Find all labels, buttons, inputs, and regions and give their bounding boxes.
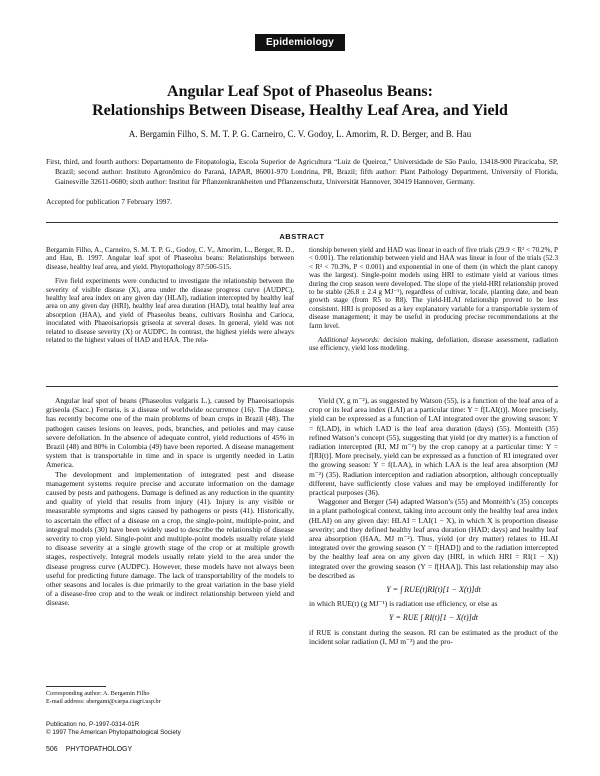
corresponding-email: E-mail address: abergami@carpa.ciagri.usp.br <box>46 698 161 705</box>
abstract-left-column <box>46 246 294 344</box>
body-right-column <box>309 396 558 646</box>
footnote-rule <box>46 686 106 687</box>
body-paragraph: Angular leaf spot of beans (Phaseolus vulgaris L.), caused by Phaeoisariopsis griseola (Sacc.) Ferraris, is a disease of worldwide occurrence (16). The disease has recently become one of the main problems of bean crops in Brazil (48). The pathogen causes lesions on leaves, pods, branches, and petioles and may cause severe defoliation. In the absence of adequate control, yield reductions of 45% in Brazil (48) and 80% in Colombia (49) have been reported. A disease management system that is transportable in time and in space is urgently needed in Latin America. <box>46 396 294 470</box>
publication-info <box>46 721 181 737</box>
corresponding-author-note <box>46 690 161 706</box>
keywords-text: decision making, defoliation, disease assessment, radiation use efficiency, yield loss modeling. <box>309 336 558 353</box>
abstract-paragraph-1: Five field experiments were conducted to investigate the relationship between the severity of visible disease (X), area under the disease progress curve (AUDPC), healthy leaf area index on any given day (HLAI), radiation intercepted by healthy leaf area on any given day (HRI), healthy leaf area duration (HAD), total healthy leaf area absorption (HAA), and yield of Phaseolus beans, cultivars Rosinha and Carioca, inoculated with Phaeoisariopsis griseola at several doses. In general, yield was not related to disease severity (X) or AUDPC. In contrast, the highest yields were always related to the highest values of HAD and HAA. The rela- <box>46 277 294 345</box>
divider-bottom <box>46 386 558 387</box>
affiliation-text: First, third, and fourth authors: Departamento de Fitopatologia, Escola Superior de Agricultura “Luiz de Queiroz,” Universidade de São Paulo, 13418-900 Piracicaba, SP, Brazil; second author: Instituto Agronômico do Paraná, IAPAR, 86001-970 Londrina, PR, Brazil; fifth author: Plant Pathology Department, University of Florida, Gainesville 32611-0680; sixth author: Institut für Pflanzenkrankheiten und Pflanzenschutz, Universität Hannover, 30419 Hannover, Germany. <box>46 157 558 186</box>
body-paragraph: Yield (Y, g m⁻²), as suggested by Watson (55), is a function of the leaf area of a crop or its leaf area index (LAI) at a particular time: Y = f[LAI(t)]. More precisely, yield can be expressed as a function of LAI integrated over the growing season: Y = f(LAD), in which LAD is the leaf area duration (days) (55). Monteith (35) refined Watson’s concept (55), suggesting that yield (or dry matter) is a function of radiation intercepted (RI, MJ m⁻²) by the crop canopy at a particular time: Y = f[RI(t)]. More precisely, yield can be expressed as a function of RI integrated over the growing season: Y = f(LAA), in which LAA is the leaf area absorption (MJ m⁻²) (35). Radiation interception and radiation absorption, although conceptually different, have sufficiently close values and may be employed indifferently for practical purposes (36). <box>309 396 558 498</box>
corresponding-author: Corresponding author: A. Bergamin Filho <box>46 690 150 697</box>
article-title-line1: Angular Leaf Spot of Phaseolus Beans: <box>167 83 433 100</box>
article-title-line2: Relationships Between Disease, Healthy Leaf Area, and Yield <box>92 102 508 119</box>
abstract-right-column <box>309 246 558 353</box>
body-paragraph: in which RUE(t) (g MJ⁻¹) is radiation use efficiency, or else as <box>309 599 498 609</box>
keywords-line <box>309 336 558 353</box>
abstract-citation: Bergamin Filho, A., Carneiro, S. M. T. P. G., Godoy, C. V., Amorim, L., Berger, R. D., and Hau, B. 1997. Angular leaf spot of Phaseolus beans: Relationships between disease, healthy leaf area, and yield. Phytopathology 87:506-515. <box>46 246 294 271</box>
author-list: A. Bergamin Filho, S. M. T. P. G. Carneiro, C. V. Godoy, L. Amorim, R. D. Berger, and B. Hau <box>128 129 472 139</box>
abstract-heading: ABSTRACT <box>279 232 325 241</box>
journal-name: PHYTOPATHOLOGY <box>65 746 133 753</box>
copyright-notice: © 1997 The American Phytopathological Society <box>46 729 181 736</box>
page-footer <box>46 746 138 753</box>
abstract-paragraph-2: tionship between yield and HAD was linear in each of five trials (29.9 < R² < 70.2%, P < 0.001). The relationship between yield and HAA was linear in four of the trials (52.3 < R² < 70.3%, P < 0.001) and exponential in one of them (in which the plant canopy was the largest). Single-point models using HRI to estimate yield at various times during the crop season were developed. The slope of the yield-HRI relationship proved to be stable (26.8 ± 2.4 g MJ⁻¹), regardless of cultivar, locale, planting date, and bean growth stage (from R5 to R8). The yield-HLAI relationship proved to be less consistent. HRI is proposed as a key explanatory variable for a transportable system of disease management; it may be useful in producing precise recommendations at the farm level. <box>309 246 558 330</box>
equation-2: Y = RUE ∫ RI(t)[1 − X(t)]dt <box>389 613 478 623</box>
page-number: 506 <box>46 746 58 753</box>
divider-top <box>46 222 558 223</box>
body-paragraph: The development and implementation of integrated pest and disease management systems require precise and accurate information on the damage caused by pests and pathogens. Damage is defined as any reduction in the quantity and quality of yield that results from injury (41). Injury is any visible or measurable symptoms and signs caused by pathogens or pests (41). Historically, to ascertain the effect of a disease on a crop, the single-point, multiple-point, and integral models (30) have been widely used to describe the relationship of disease severity to crop yield. Single-point and multiple-point models usually relate yield to disease severity at a single growth stage of the crop or at multiple growth stages, respectively. Integral models usually relate yield to the area under the disease progress curve (AUDPC). However, these models have not always been useful for predicting future damage. The lack of transportability of the models to other seasons and locales is due primarily to the great variation in the base yield of a disease-free crop and to the weak or indirect relationship between yield and disease. <box>46 469 294 608</box>
body-paragraph: Waggoner and Berger (54) adapted Watson’s (55) and Monteith’s (35) concepts in a plant pathological context, taking into account only the healthy leaf area index (HLAI) on any given day: HLAI = LAI(1 − X), in which X is proportion disease severity; and they defined healthy leaf area duration (HAD; days) and healthy leaf area absorption (HAA, MJ m⁻²). Thus, yield (or dry matter) relates to HLAI integrated over the growing season (Y = f[HAD]) and to the radiation intercepted by the healthy leaf area on any given day (HRI, in which HRI = RI(1 − X)) integrated over the growing season (Y = f[HAA]). This last relationship may also be described as <box>309 497 558 580</box>
body-left-column <box>46 396 294 608</box>
keywords-label: Additional keywords: <box>318 336 381 345</box>
body-paragraph: if RUE is constant during the season. RI can be estimated as the product of the incident solar radiation (I, MJ m⁻²) and the pro- <box>309 627 558 646</box>
affiliations <box>46 157 558 187</box>
accepted-date: Accepted for publication 7 February 1997. <box>46 197 173 206</box>
section-tag: Epidemiology <box>255 34 345 51</box>
equation-1: Y = ∫ RUE(t)RI(t)[1 − X(t)]dt <box>386 585 481 595</box>
publication-number: Publication no. P-1997-0314-01R <box>46 721 140 728</box>
